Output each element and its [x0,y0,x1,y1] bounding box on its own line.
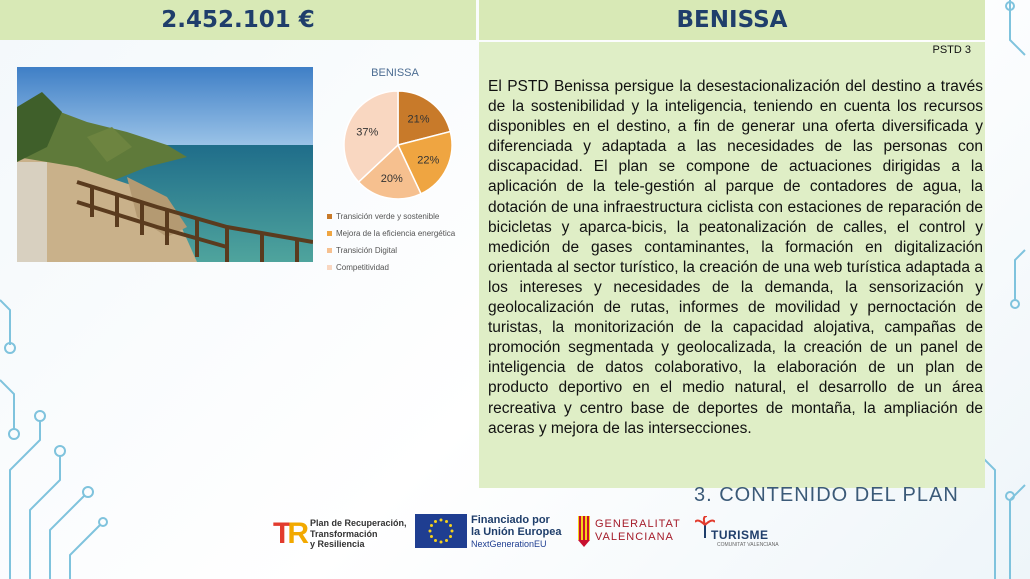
turisme-sub: COMUNITAT VALENCIANA [717,542,779,548]
eu-star [451,530,454,533]
pie-label-4: 37% [356,126,379,139]
tr-mark-icon: TR [273,516,305,550]
eu-star [449,535,452,538]
eu-logo [415,514,561,550]
eu-line-2: la Unión Europea [471,526,562,538]
eu-star [440,541,443,544]
eu-flag-icon [415,514,467,548]
pie-label-3: 20% [380,172,403,185]
gva-logo [577,514,681,548]
budget-amount: 2.452.101 € [161,7,315,33]
pstd-label: PSTD 3 [932,44,971,56]
budget-amount-header [0,0,476,40]
eu-star [440,519,443,522]
chart-legend [327,208,455,276]
prtr-line-3: y Resiliencia [310,539,365,549]
eu-line-3: NextGenerationEU [471,539,547,549]
chart-title: BENISSA [371,67,419,79]
legend-label: Competitividad [336,263,389,272]
legend-item-3 [327,242,455,259]
legend-label: Transición verde y sostenible [336,212,440,221]
eu-star [429,530,432,533]
eu-star [445,520,448,523]
turisme-logo [695,516,785,550]
legend-swatch [327,214,332,219]
eu-star [445,539,448,542]
plan-description-text: El PSTD Benissa persigue la desestacionalización del destino a través de la sostenibilidad y la inteligencia, teniendo en cuenta los recursos disponibles en el destino, a fin de generar una oferta diversificada y diferenciada y adaptada a las necesidades de las personas con discapacidad. El plan se compone de actuaciones dirigidas a la aplicación de la tele-gestión al parque de contadores de agua, la dotación de una infraestructura ciclista con estaciones de reparación de bicicletas y aparca-bicis, la peatonalización de calles, el control y medición de gases contaminantes, la formación en digitalización orientada al sector turístico, la creación de una web turística adaptada a los intereses y necesidades de la demanda, la sensorización y geolocalización de rutas, informes de movilidad y pernoctación de turistas, la monitorización de la capacidad alojativa, campañas de promoción segmentada y geolocalizada, la creación de un panel de inteligencia de datos colaborativo, la elaboración de un plan de producto deportivo en el medio natural, el desarrollo de un área recreativa y centro base de deportes de montaña, la ampliación de aceras y mejora de las intersecciones. [488,78,983,437]
gva-line-1: GENERALITAT [595,518,681,530]
coast-photo [17,67,313,262]
legend-swatch [327,231,332,236]
legend-label: Mejora de la eficiencia energética [336,229,456,238]
eu-star [434,520,437,523]
legend-label: Transición Digital [336,246,398,255]
pie-label-2: 22% [417,154,440,167]
legend-item-4 [327,259,455,276]
prtr-line-1: Plan de Recuperación, [310,518,407,528]
section-title: 3. CONTENIDO DEL PLAN [694,484,959,506]
legend-item-1 [327,208,455,225]
prtr-line-2: Transformación [310,528,378,539]
plan-description-panel [479,42,985,488]
legend-item-2 [327,225,455,242]
eu-line-1: Financiado por [471,514,550,526]
legend-swatch [327,265,332,270]
prtr-logo [273,518,407,550]
eu-star [430,535,433,538]
legend-swatch [327,248,332,253]
funding-logos [200,510,960,560]
gva-line-2: VALENCIANA [595,531,674,543]
eu-star [434,539,437,542]
eu-star [430,524,433,527]
gva-shield-icon [577,514,591,548]
municipality-name: BENISSA [676,7,788,33]
municipality-header [479,0,985,40]
turisme-name: TURISME [711,528,769,542]
pie-label-1: 21% [407,113,430,126]
eu-star [449,524,452,527]
